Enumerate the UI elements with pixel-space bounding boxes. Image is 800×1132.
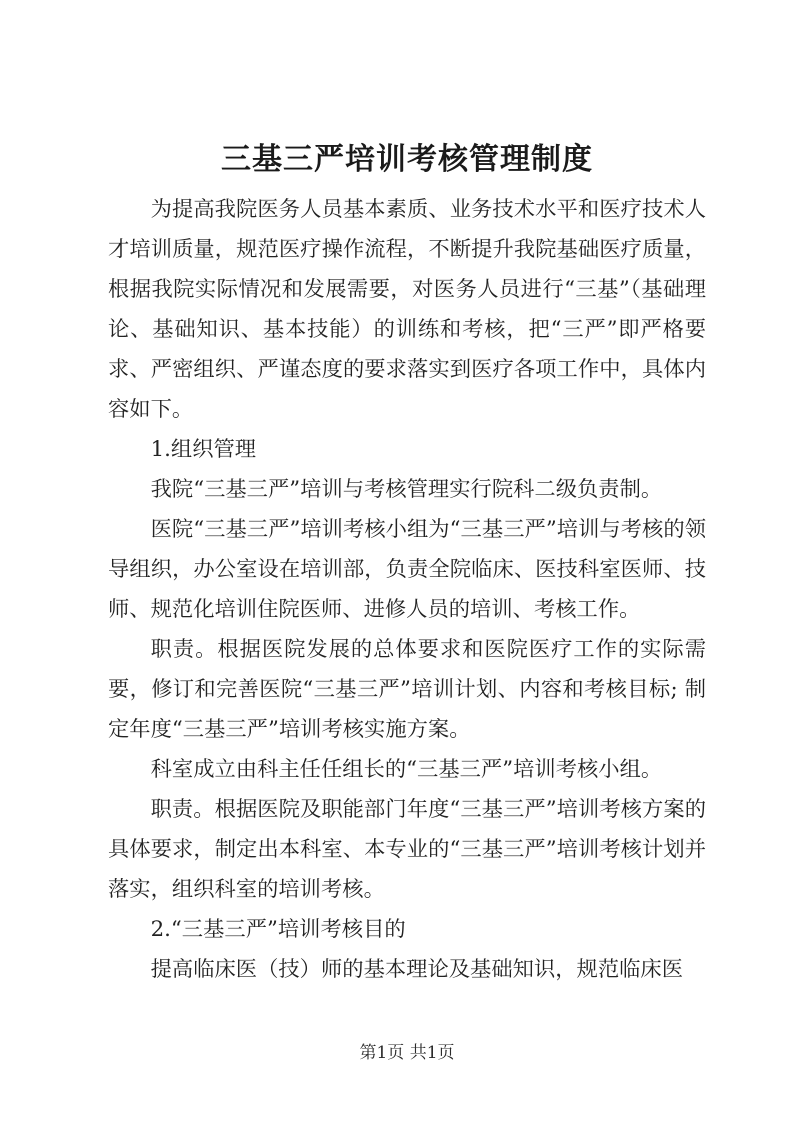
paragraph-department-group: 科室成立由科主任任组长的“三基三严”培训考核小组。 — [150, 757, 663, 782]
paragraph-hospital-group: 医院“三基三严”培训考核小组为“三基三严”培训与考核的领导组织，办公室设在培训部，负责全院临床、医技科室医师、技师、规范化培训住院医师、进修人员的培训、考核工作。 — [108, 517, 706, 622]
page-number-label: 第1页 共1页 — [359, 1043, 455, 1063]
page-footer — [108, 1040, 706, 1066]
paragraph-purpose: 提高临床医（技）师的基本理论及基础知识，规范临床医 — [150, 957, 684, 982]
document-body — [108, 138, 706, 990]
paragraph-intro: 为提高我院医务人员基本素质、业务技术水平和医疗技术人才培训质量，规范医疗操作流程，不断提升我院基础医疗质量，根据我院实际情况和发展需要，对医务人员进行“三基”（基础理论、基础知识、基本技能）的训练和考核，把“三严”即严格要求、严密组织、严谨态度的要求落实到医疗各项工作中，具体内容如下。 — [108, 197, 706, 422]
paragraph-section1-heading: 1.组织管理 — [150, 437, 257, 462]
paragraph-section2-heading: 2.“三基三严”培训考核目的 — [150, 917, 406, 942]
document-title: 三基三严培训考核管理制度 — [221, 142, 593, 177]
paragraph-department-group-duties: 职责。根据医院及职能部门年度“三基三严”培训考核方案的具体要求，制定出本科室、本专业的“三基三严”培训考核计划并落实，组织科室的培训考核。 — [108, 797, 706, 902]
paragraph-hospital-group-duties: 职责。根据医院发展的总体要求和医院医疗工作的实际需要，修订和完善医院“三基三严”培训计划、内容和考核目标; 制定年度“三基三严”培训考核实施方案。 — [108, 637, 706, 742]
paragraph-responsibility-system: 我院“三基三严”培训与考核管理实行院科二级负责制。 — [150, 477, 663, 502]
